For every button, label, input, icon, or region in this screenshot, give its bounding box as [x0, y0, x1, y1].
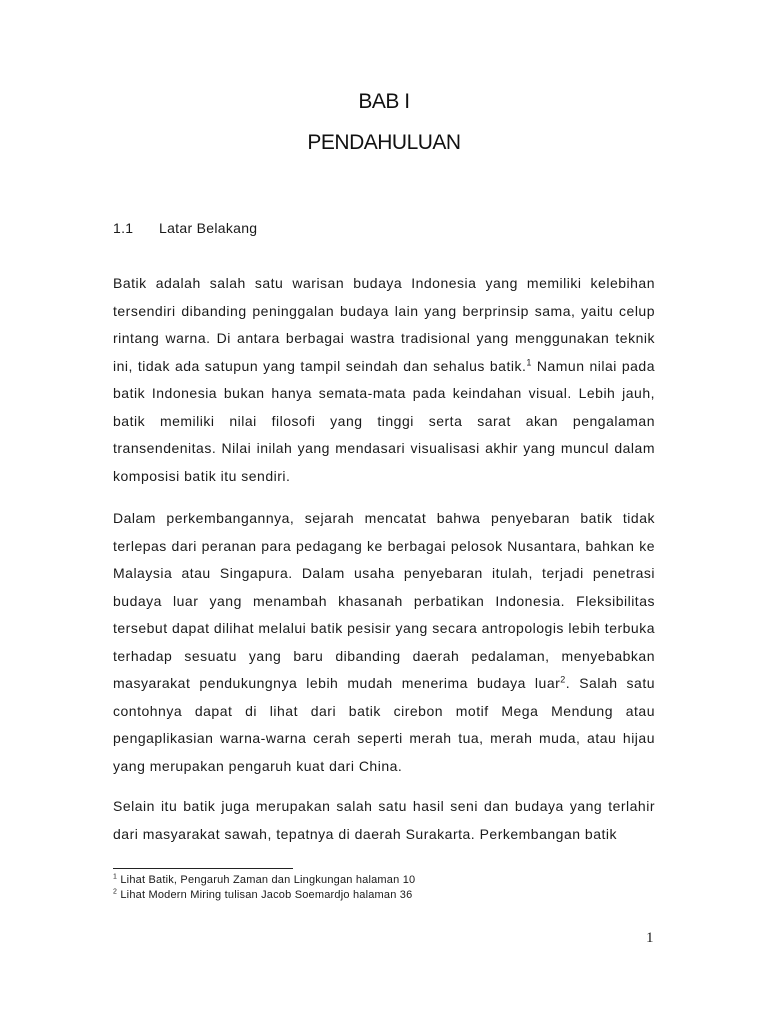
paragraph-text: . Salah satu contohnya dapat di lihat dari batik cirebon motif Mega Mendung atau pengaplikasian warna-warna cerah seperti merah tua, merah muda, atau hijau yang merupakan pengaruh kuat dari China.	[113, 675, 656, 774]
chapter-title: PENDAHULUAN	[307, 131, 461, 154]
section-title: Latar Belakang	[159, 220, 258, 236]
paragraph-text: Dalam perkembangannya, sejarah mencatat bahwa penyebaran batik tidak terlepas dari peranan para pedagang ke berbagai pelosok Nusantara, bahkan ke Malaysia atau Singapura. Dalam usaha penyebaran itulah, terjadi penetrasi budaya luar yang menambah khasanah perbatikan Indonesia. Fleksibilitas tersebut dapat dilihat melalui batik pesisir yang secara antropologis lebih terbuka terhadap sesuatu yang baru dibanding daerah pedalaman, menyebabkan masyarakat pendukungnya lebih mudah menerima budaya luar	[113, 510, 655, 691]
body-paragraph	[113, 505, 655, 780]
section-heading	[113, 220, 257, 236]
footnote-text: Lihat Modern Miring tulisan Jacob Soemardjo halaman 36	[120, 889, 413, 901]
footnote	[113, 874, 415, 886]
section-number: 1.1	[113, 220, 134, 236]
footnote-mark: 1	[113, 873, 118, 881]
paragraph-text: Namun nilai pada batik Indonesia bukan hanya semata-mata pada keindahan visual. Lebih jauh, batik memiliki nilai filosofi yang tinggi serta sarat akan pengalaman transendenitas. Nilai inilah yang mendasari visualisasi akhir yang muncul dalam komposisi batik itu sendiri.	[113, 357, 655, 484]
paragraph-text: Batik adalah salah satu warisan budaya Indonesia yang memiliki kelebihan tersendiri dibanding peninggalan budaya lain yang berprinsip sama, yaitu celup rintang warna. Di antara berbagai wastra tradisional yang menggunakan teknik ini, tidak ada satupun yang tampil seindah dan sehalus batik.	[113, 275, 655, 374]
footnote-divider	[113, 868, 293, 869]
body-paragraph: Selain itu batik juga merupakan salah satu hasil seni dan budaya yang terlahir dari masyarakat sawah, tepatnya di daerah Surakarta. Perkembangan batik	[113, 798, 655, 842]
footnote-reference[interactable]: 1	[526, 356, 532, 367]
footnote	[113, 889, 412, 901]
footnote-mark: 2	[113, 888, 118, 896]
footnote-text: Lihat Batik, Pengaruh Zaman dan Lingkungan halaman 10	[120, 874, 416, 886]
footnote-reference[interactable]: 2	[560, 674, 566, 685]
chapter-label: BAB I	[358, 90, 410, 113]
body-paragraph	[113, 270, 655, 490]
page-number: 1	[646, 930, 654, 946]
